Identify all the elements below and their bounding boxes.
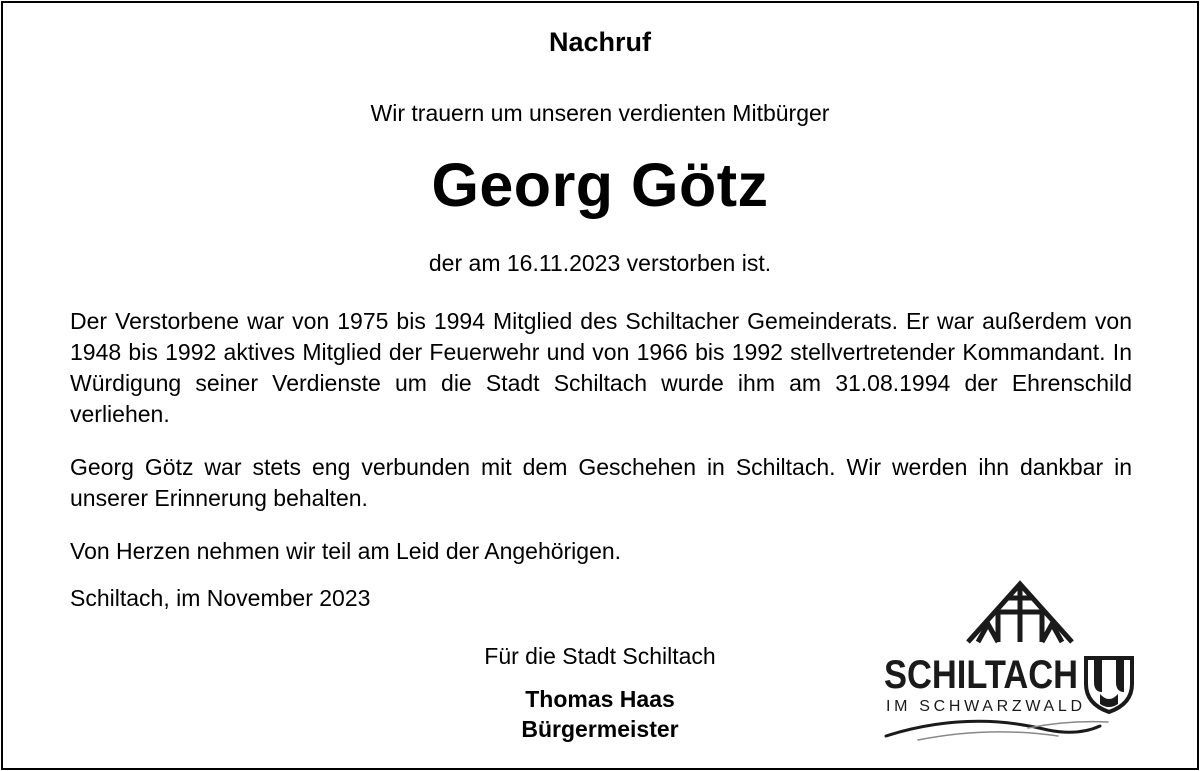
- intro-line: Wir trauern um unseren verdienten Mitbürger: [370, 100, 830, 126]
- coat-of-arms-icon: [1086, 658, 1132, 712]
- logo-tagline: IM SCHWARZWALD: [886, 698, 1082, 715]
- place-date-line: Schiltach, im November 2023: [70, 585, 371, 611]
- obituary-heading: Nachruf: [548, 27, 651, 57]
- signer-title: Bürgermeister: [521, 716, 679, 742]
- remembrance-paragraph: Georg Götz war stets eng verbunden mit dem Geschehen in Schiltach. Wir werden ihn dankbar in unserer Erinnerung behalten.: [70, 454, 1132, 511]
- half-timbered-house-icon: [968, 584, 1072, 642]
- condolence-paragraph: Von Herzen nehmen wir teil am Leid der Angehörigen.: [70, 538, 622, 564]
- death-date-line: der am 16.11.2023 verstorben ist.: [428, 250, 772, 276]
- logo-wordmark: SCHILTACH: [884, 653, 1078, 697]
- deceased-name: Georg Götz: [431, 151, 769, 219]
- biography-paragraph: Der Verstorbene war von 1975 bis 1994 Mitglied des Schiltacher Gemeinderats. Er war außerdem von 1948 bis 1992 aktives Mitglied der Feuerwehr und von 1966 bis 1992 stellvertretender Kommandant. In Würdigung seiner Verdienste um die Stadt Schiltach wurde ihm am 31.08.1994 der Ehrenschild verliehen.: [70, 308, 1132, 427]
- on-behalf-line: Für die Stadt Schiltach: [484, 643, 716, 669]
- river-waves-icon: [886, 721, 1108, 740]
- schiltach-town-logo: [878, 580, 1138, 750]
- signer-name: Thomas Haas: [525, 686, 675, 712]
